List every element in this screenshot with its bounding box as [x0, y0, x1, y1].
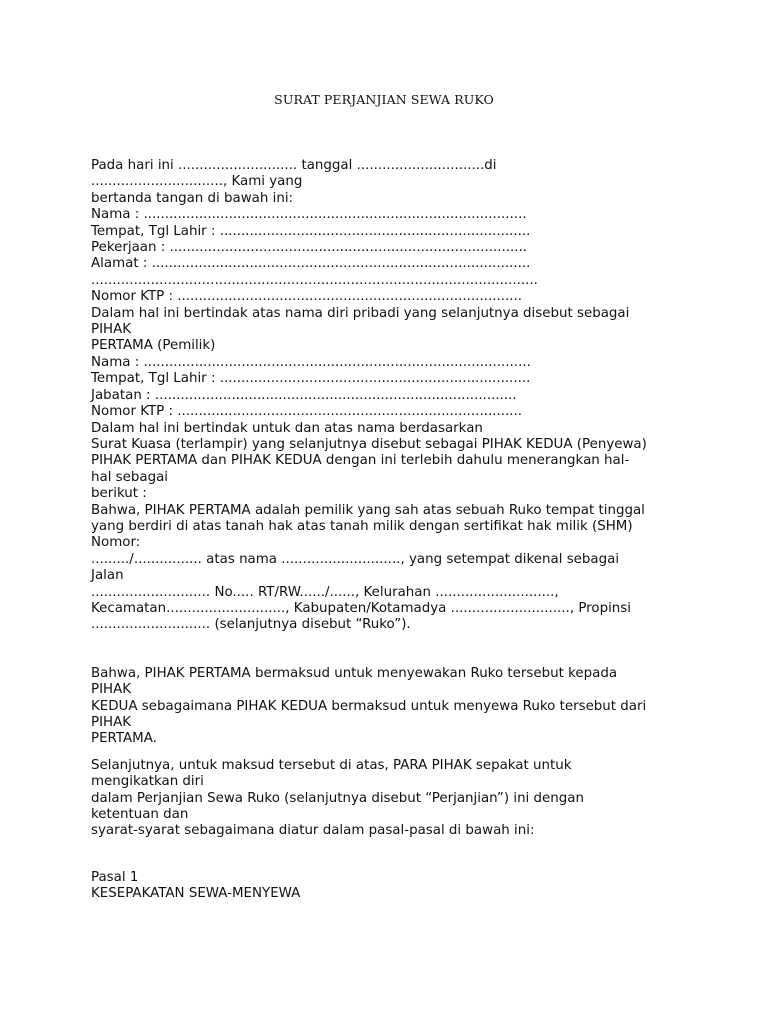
parties-line: Tempat, Tgl Lahir : ......................................................................... — [91, 371, 531, 387]
parties-line: bertanda tangan di bawah ini: — [91, 190, 294, 206]
parties-line: hal sebagai — [91, 469, 169, 485]
parties-line: Nama : ........................................................................................... — [91, 354, 531, 370]
agreement-line: dalam Perjanjian Sewa Ruko (selanjutnya disebut “Perjanjian”) ini dengan — [91, 790, 584, 806]
parties-line: ..............................., Kami yang — [91, 174, 303, 190]
intent-line: Bahwa, PIHAK PERTAMA bermaksud untuk menyewakan Ruko tersebut kepada — [91, 665, 618, 681]
parties-line: Dalam hal ini bertindak untuk dan atas nama berdasarkan — [91, 420, 483, 436]
parties-line: Kecamatan............................, Kabupaten/Kotamadya ............................, Propinsi — [91, 600, 631, 616]
parties-line: Nomor KTP : ................................................................................. — [91, 404, 523, 420]
intent-line: KEDUA sebagaimana PIHAK KEDUA bermaksud untuk menyewa Ruko tersebut dari — [91, 698, 647, 714]
document-title: SURAT PERJANJIAN SEWA RUKO — [274, 92, 494, 107]
agreement-line: Selanjutnya, untuk maksud tersebut di atas, PARA PIHAK sepakat untuk — [91, 757, 572, 773]
pasal-line: Pasal 1 — [91, 869, 139, 885]
parties-line: Nomor KTP : ................................................................................. — [91, 289, 523, 305]
parties-line: Pekerjaan : .................................................................................... — [91, 240, 528, 256]
intent-line: PERTAMA. — [91, 731, 157, 747]
parties-line: Jabatan : ..................................................................................... — [91, 387, 517, 403]
document-body — [91, 158, 691, 903]
section-pasal-1 — [91, 870, 691, 903]
parties-line: Nomor: — [91, 535, 141, 551]
parties-line: PIHAK PERTAMA dan PIHAK KEDUA dengan ini terlebih dahulu menerangkan hal- — [91, 453, 630, 469]
parties-line: Tempat, Tgl Lahir : ......................................................................... — [91, 223, 531, 239]
paragraph-parties — [91, 158, 691, 634]
parties-line: ............................ No..... RT/RW....../......, Kelurahan ............................, — [91, 584, 559, 600]
parties-line: Jalan — [91, 568, 124, 584]
parties-line: ............................ (selanjutnya disebut “Ruko”). — [91, 617, 411, 633]
paragraph-intent — [91, 666, 691, 748]
intent-line: PIHAK — [91, 682, 132, 698]
intent-line: PIHAK — [91, 715, 132, 730]
parties-line: yang berdiri di atas tanah hak atas tanah milik dengan sertifikat hak milik (SHM) — [91, 518, 633, 534]
agreement-line: mengikatkan diri — [91, 774, 204, 790]
parties-line: berikut : — [91, 486, 147, 502]
parties-line: Dalam hal ini bertindak atas nama diri pribadi yang selanjutnya disebut sebagai — [91, 305, 630, 321]
parties-line: ......................................................................................................... — [91, 272, 538, 288]
parties-line: Nama : .......................................................................................... — [91, 207, 527, 223]
parties-line: PERTAMA (Pemilik) — [91, 338, 216, 354]
parties-line: Bahwa, PIHAK PERTAMA adalah pemilik yang sah atas sebuah Ruko tempat tinggal — [91, 502, 645, 518]
paragraph-agreement — [91, 758, 691, 840]
parties-line: Surat Kuasa (terlampir) yang selanjutnya disebut sebagai PIHAK KEDUA (Penyewa) — [91, 436, 647, 452]
agreement-line: syarat-syarat sebagaimana diatur dalam pasal-pasal di bawah ini: — [91, 823, 535, 839]
pasal-line: KESEPAKATAN SEWA-MENYEWA — [91, 886, 301, 902]
parties-line: Alamat : ......................................................................................... — [91, 256, 531, 272]
parties-line: Pada hari ini ............................ tanggal ..............................di — [91, 158, 497, 173]
parties-line: ........./................ atas nama ............................, yang setempat dikenal sebagai — [91, 551, 620, 567]
parties-line: PIHAK — [91, 322, 132, 338]
agreement-line: ketentuan dan — [91, 807, 189, 823]
